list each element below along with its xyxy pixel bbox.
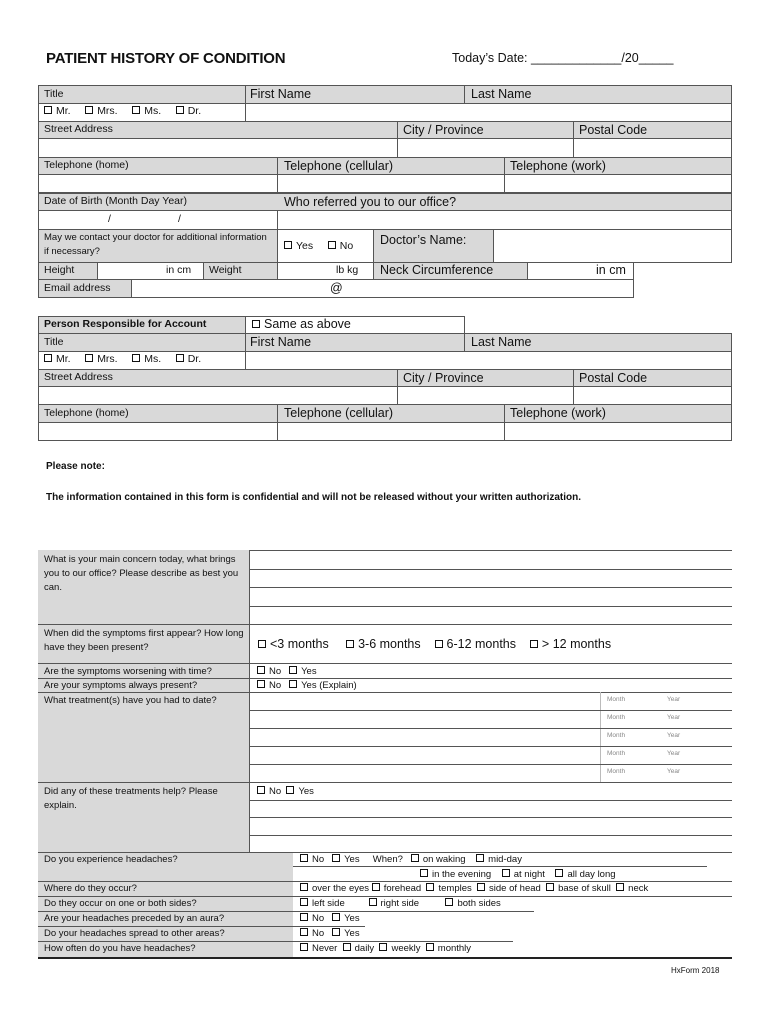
where-question: Where do they occur? xyxy=(44,883,137,894)
dob-entry-row[interactable] xyxy=(38,211,732,230)
spread-question: Do your headaches spread to other areas? xyxy=(44,928,225,939)
email-label: Email address xyxy=(44,282,111,294)
checkbox-gt12[interactable] xyxy=(530,640,538,648)
treatment-line-3[interactable] xyxy=(249,746,732,747)
todays-date-field[interactable]: Today’s Date: _____________/20_____ xyxy=(452,51,674,65)
always-present-question: Are your symptoms always present? xyxy=(44,680,198,691)
checkbox-acc-ms[interactable] xyxy=(132,354,140,362)
checkbox-worse-no[interactable] xyxy=(257,666,265,674)
headache-options[interactable]: No Yes When? on waking mid-day xyxy=(300,854,522,865)
account-heading: Person Responsible for Account xyxy=(44,318,207,330)
treatments-question: What treatment(s) have you had to date? xyxy=(44,695,217,706)
checkbox-right-side[interactable] xyxy=(369,898,377,906)
checkbox-daily[interactable] xyxy=(343,943,351,951)
checkbox-mr[interactable] xyxy=(44,106,52,114)
aura-options[interactable]: No Yes xyxy=(300,913,360,924)
checkbox-dr[interactable] xyxy=(176,106,184,114)
checkbox-left-side[interactable] xyxy=(300,898,308,906)
checkbox-ms[interactable] xyxy=(132,106,140,114)
checkbox-same-as-above[interactable] xyxy=(252,320,260,328)
checkbox-never[interactable] xyxy=(300,943,308,951)
checkbox-6-12[interactable] xyxy=(435,640,443,648)
checkbox-contact-yes[interactable] xyxy=(284,241,292,249)
treatment-line-2[interactable] xyxy=(249,728,732,729)
treatment-line-4[interactable] xyxy=(249,764,732,765)
checkbox-side-head[interactable] xyxy=(477,883,485,891)
checkbox-acc-mrs[interactable] xyxy=(85,354,93,362)
checkbox-always-yes[interactable] xyxy=(289,680,297,688)
checkbox-aura-yes[interactable] xyxy=(332,913,340,921)
helped-options[interactable]: No Yes xyxy=(257,786,314,797)
city-label: City / Province xyxy=(403,123,484,137)
treatment-line-1[interactable] xyxy=(249,710,732,711)
neck-label: Neck Circumference xyxy=(380,263,494,277)
contact-doctor-options[interactable]: Yes No xyxy=(284,240,353,252)
headache-time-options[interactable]: in the evening at night all day long xyxy=(420,869,616,880)
tel-work-label: Telephone (work) xyxy=(510,159,606,173)
duration-options[interactable]: <3 months 3-6 months 6-12 months > 12 months xyxy=(258,637,611,651)
salutation-options[interactable]: Mr. Mrs. Ms. Dr. xyxy=(44,105,201,117)
concern-line-3[interactable] xyxy=(249,606,732,607)
checkbox-base-skull[interactable] xyxy=(546,883,554,891)
aura-question: Are your headaches preceded by an aura? xyxy=(44,913,225,924)
checkbox-temples[interactable] xyxy=(426,883,434,891)
concern-line-2[interactable] xyxy=(249,587,732,588)
please-note: Please note: xyxy=(46,461,105,472)
checkbox-weekly[interactable] xyxy=(379,943,387,951)
checkbox-on-waking[interactable] xyxy=(411,854,419,862)
row-title-header xyxy=(38,85,732,104)
weight-label: Weight xyxy=(209,264,242,276)
worsening-question: Are the symptoms worsening with time? xyxy=(44,666,212,677)
account-salutation-options[interactable]: Mr. Mrs. Ms. Dr. xyxy=(44,353,201,365)
first-name-label: First Name xyxy=(250,87,312,101)
checkbox-lt3[interactable] xyxy=(258,640,266,648)
checkbox-always-no[interactable] xyxy=(257,680,265,688)
tel-home-label: Telephone (home) xyxy=(44,159,129,171)
sides-options[interactable]: left side right side both sides xyxy=(300,898,501,909)
page-title: PATIENT HISTORY OF CONDITION xyxy=(46,50,286,67)
always-options[interactable]: No Yes (Explain) xyxy=(257,680,357,691)
frequency-question: How often do you have headaches? xyxy=(44,943,196,954)
checkbox-acc-dr[interactable] xyxy=(176,354,184,362)
checkbox-at-night[interactable] xyxy=(502,869,510,877)
worsening-options[interactable]: No Yes xyxy=(257,666,317,677)
checkbox-forehead[interactable] xyxy=(372,883,380,891)
checkbox-mrs[interactable] xyxy=(85,106,93,114)
checkbox-evening[interactable] xyxy=(420,869,428,877)
weight-field[interactable] xyxy=(277,262,374,280)
last-name-label: Last Name xyxy=(471,87,532,101)
concern-line-1[interactable] xyxy=(249,569,732,570)
account-street-field[interactable] xyxy=(38,386,732,405)
tel-cell-label: Telephone (cellular) xyxy=(284,159,394,173)
checkbox-aura-no[interactable] xyxy=(300,913,308,921)
checkbox-contact-no[interactable] xyxy=(328,241,336,249)
headache-question: Do you experience headaches? xyxy=(44,854,178,865)
confidential-notice: The information contained in this form is confidential and will not be released without your written authorization. xyxy=(46,492,582,503)
title-label: Title xyxy=(44,88,64,100)
checkbox-3-6[interactable] xyxy=(346,640,354,648)
dob-label: Date of Birth (Month Day Year) xyxy=(44,195,187,207)
symptoms-first-question: When did the symptoms first appear? How long have they been present? xyxy=(44,628,244,653)
doctor-name-label: Doctor’s Name: xyxy=(380,233,467,247)
checkbox-spread-no[interactable] xyxy=(300,928,308,936)
helped-line-1[interactable] xyxy=(249,800,732,801)
checkbox-neck[interactable] xyxy=(616,883,624,891)
street-label: Street Address xyxy=(44,123,113,135)
checkbox-over-eyes[interactable] xyxy=(300,883,308,891)
checkbox-headache-no[interactable] xyxy=(300,854,308,862)
form-id: HxForm 2018 xyxy=(671,966,720,975)
doctor-name-field[interactable] xyxy=(493,229,732,263)
height-label: Height xyxy=(44,264,75,276)
checkbox-headache-yes[interactable] xyxy=(332,854,340,862)
where-options[interactable]: over the eyes forehead temples side of head base of skull neck xyxy=(300,883,648,894)
spread-options[interactable]: No Yes xyxy=(300,928,360,939)
email-field[interactable] xyxy=(131,279,634,298)
referred-label: Who referred you to our office? xyxy=(284,195,457,209)
checkbox-all-day[interactable] xyxy=(555,869,563,877)
same-as-above[interactable]: Same as above xyxy=(252,317,351,331)
checkbox-spread-yes[interactable] xyxy=(332,928,340,936)
checkbox-monthly[interactable] xyxy=(426,943,434,951)
main-concern-question: What is your main concern today, what brings you to our office? Please describe as best you can. xyxy=(44,554,239,593)
frequency-options[interactable]: Never daily weekly monthly xyxy=(300,943,471,954)
checkbox-helped-no[interactable] xyxy=(257,786,265,794)
checkbox-both-sides[interactable] xyxy=(445,898,453,906)
postal-label: Postal Code xyxy=(579,123,648,137)
checkbox-mid-day[interactable] xyxy=(476,854,484,862)
helped-line-2[interactable] xyxy=(249,817,732,818)
checkbox-helped-yes[interactable] xyxy=(286,786,294,794)
sides-question: Do they occur on one or both sides? xyxy=(44,898,197,909)
contact-doctor-question: May we contact your doctor for additional information if necessary? xyxy=(44,232,267,257)
account-phone-fields[interactable] xyxy=(38,422,732,441)
checkbox-acc-mr[interactable] xyxy=(44,354,52,362)
checkbox-worse-yes[interactable] xyxy=(289,666,297,674)
helped-line-3[interactable] xyxy=(249,835,732,836)
treatments-helped-question: Did any of these treatments help? Please explain. xyxy=(44,786,218,811)
